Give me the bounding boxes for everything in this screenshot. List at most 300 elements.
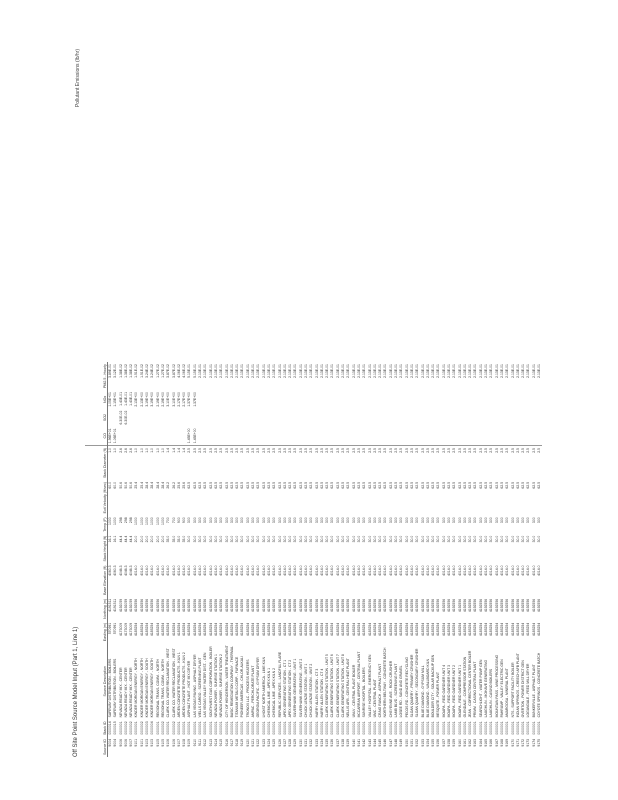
table-cell: 2.5 [425,448,430,453]
table-cell: 1.37E+00 [187,392,192,407]
table-cell: 0000001 [499,721,504,735]
table-cell: AMPAC - PERCHLORATE PLANT [251,665,256,718]
table-cell: 0000001 [330,721,335,735]
table-cell: 1.37E+00 [192,392,197,407]
table-cell: 0000001 [219,721,224,735]
table-cell: 1.45E+00 [193,426,198,445]
table-cell: 4192556 [251,598,256,613]
table-cell: 4192556 [521,598,526,613]
table-cell: 4192556 [198,598,203,613]
table-cell: 0000015 [113,721,118,735]
table-cell: 30.0 [346,535,351,543]
table-cell: 300 [203,517,208,524]
table-cell: 4192556 [171,598,176,613]
table-cell: 20.0 [155,535,160,543]
table-cell: 300 [367,517,372,524]
table-cell: 62.5 [346,482,351,489]
table-cell: 2.5 [505,448,510,453]
table-cell: 300 [351,517,356,524]
table-cell: 4185254 [208,622,213,637]
table-cell: 4185254 [224,622,229,637]
table-cell: 9151 [409,739,414,747]
table-cell: 9111 [198,739,203,747]
table-cell: 4192556 [176,598,181,613]
table-cell: 0000001 [266,721,271,735]
table-cell: 1.0 [134,448,139,453]
table-cell: 4185254 [526,622,531,637]
table-cell: 4185254 [447,622,451,637]
table-cell: 0000001 [367,721,372,735]
table-cell: 4185254 [229,622,234,637]
table-cell: 4014.0 [139,565,144,576]
table-cell: 9148 [394,739,399,747]
table-cell: 4192556 [462,598,467,613]
table-cell: 4192556 [145,598,150,613]
table-cell: 2.5 [346,448,351,453]
table-cell: 300 [526,517,531,524]
table-cell: 9166 [489,739,494,747]
table-cell: 30.0 [325,535,330,543]
table-cell: 9004 [108,739,112,747]
table-cell: 9133 [314,739,319,747]
table-cell: 4192556 [425,598,430,613]
table-cell: 0000001 [420,721,425,735]
table-cell: 0000001 [203,721,208,735]
table-cell: LAUGHLIN - CASINO BOILERS [489,668,494,718]
table-cell: 0000001 [457,721,462,735]
table-cell: 4192556 [309,598,314,613]
table-cell: 9172 [521,739,526,747]
table-cell: 9006 [118,739,123,747]
table-cell: 0000001 [224,721,229,735]
table-cell: 9161 [462,739,467,747]
table-cell: 9130 [298,739,303,747]
table-cell: 2.5 [325,448,330,453]
table-cell: 30.0 [515,535,520,543]
table-cell: 2.5 [245,448,250,453]
table-cell: BLUE DIAMOND - GYPSUM MILL [420,665,425,718]
column-header: Stack Diameter (ft) [85,446,108,480]
table-cell: 4014.0 [256,565,261,576]
table-cell: 4192556 [431,598,436,613]
table-cell: 298 [118,517,123,524]
table-cell: 2.13E-01 [319,364,324,378]
table-cell: 2.5 [282,448,287,453]
table-cell: 4192556 [155,598,160,613]
table-cell: 2.13E-01 [335,364,340,378]
table-cell: 20.0 [150,535,155,543]
table-cell: KINDER MORGAN ENERGY - NORTH [139,658,144,718]
table-cell: 0000001 [335,721,340,735]
table-cell: 4192556 [282,598,287,613]
table-cell: CHUCK LENZIE STATION - UNIT 2 [309,663,314,718]
table-cell: 4185254 [346,622,351,637]
table-cell: 30.0 [224,535,229,543]
table-cell: 300 [224,517,229,524]
table-cell: 0000001 [436,721,441,735]
table-cell: 30.0 [261,535,266,543]
table-cell: 0000001 [415,721,420,735]
table-cell: 4192556 [224,598,229,613]
table-cell: 30.0 [229,535,234,543]
table-cell: 2.13E-01 [325,364,330,378]
table-cell: 2.5 [468,448,473,453]
table-cell: 2.5 [335,448,340,453]
table-cell: 4185254 [362,622,367,637]
table-cell: 1.0 [145,448,150,453]
table-cell: 4185254 [213,622,218,637]
table-cell: 60.0 [108,482,112,489]
table-cell: 1.27E-02 [155,364,160,378]
table-cell: 2.5 [409,448,414,453]
table-cell: 1.0 [155,448,160,453]
table-cell: 2.13E-01 [415,364,420,378]
table-cell: 4.06E-02 [182,364,187,378]
table-cell: 4185254 [372,622,377,637]
table-cell: 4185254 [319,622,324,637]
table-cell: 0000001 [298,721,303,735]
table-body [108,362,543,757]
table-cell: 4014.0 [293,565,298,576]
table-cell: 0000001 [351,721,356,735]
table-cell: LAUGHLIN - MOHAVE GENERATING [484,659,489,718]
table-cell: 30.0 [499,535,504,543]
table-cell: 4014.0 [203,565,208,576]
table-cell: 300 [378,517,383,524]
table-cell: 0000001 [505,721,510,735]
table-cell: 0000001 [515,721,520,735]
table-cell: 2.5 [531,448,536,453]
table-cell: 2.13E-01 [510,364,515,378]
table-cell: PRIMM - CASINO CENTRAL PLANT [473,661,478,718]
table-cell: OVERTON - POWER DISTRICT GEN [521,660,526,718]
table-cell: 44.4 [129,535,134,543]
table-cell: 28.4 [145,482,150,489]
table-cell: 1.45E+00 [187,426,192,445]
table-cell: 300 [293,517,298,524]
table-cell: 1.4 [182,448,187,453]
table-cell: 44.4 [118,535,123,543]
table-cell: 4014.0 [441,565,446,576]
table-cell: 9163 [473,739,478,747]
table-cell: 30.0 [436,535,441,543]
table-cell: 9159 [452,739,457,747]
table-cell: 300 [462,517,467,524]
table-cell: 0000001 [510,721,515,735]
table-cell: 4014.0 [155,565,160,576]
table-cell: 300 [441,517,446,524]
table-cell: BASIC REMEDIATION COMPANY - THERMAL [229,646,234,718]
table-cell: 0000002 [123,721,128,735]
table-cell: 4014.0 [235,565,240,576]
table-cell: 4185254 [198,622,203,637]
table-cell: 4014.0 [372,565,377,576]
table-cell: 2.5 [314,448,319,453]
table-cell: 30.0 [399,535,404,543]
table-cell: 3.19E+00 [145,392,150,407]
table-cell: 62.5 [325,482,330,489]
table-cell: 62.5 [526,482,531,489]
table-cell: 9126 [277,739,282,747]
table-cell: 2.13E-01 [309,364,314,378]
table-cell: 4014.0 [330,565,335,576]
table-cell: LAS VEGAS PAVING - ASPHALT DRYER [192,654,197,718]
table-cell: 2.5 [330,448,335,453]
table-cell: 30.0 [219,535,224,543]
table-cell: 62.5 [303,482,308,489]
table-cell: 2.13E-01 [399,364,404,378]
table-cell: 2.13E-01 [494,364,499,378]
table-cell: 9101 [134,739,139,747]
table-cell: 2.5 [203,448,208,453]
table-cell: 4192556 [452,598,457,613]
table-cell: 62.5 [441,482,446,489]
table-cell: 300 [499,517,504,524]
table-cell: 2.5 [261,448,266,453]
table-cell: 9006 [123,739,128,747]
table-cell: 4185254 [314,622,319,637]
table-cell: 4014.0 [468,565,473,576]
table-cell: 9157 [441,739,446,747]
table-cell: 4014.0 [436,565,441,576]
table-cell: 30.0 [298,535,303,543]
table-cell: 2.6 [129,448,134,453]
table-cell: NEVADA POWER - SUNRISE STATION 1 [213,654,218,718]
table-cell: 4192556 [367,598,372,613]
table-cell: 0000001 [356,721,361,735]
table-cell: 0000001 [447,721,451,735]
table-cell: 4185254 [277,622,282,637]
table-cell: 3.10E+00 [166,392,171,407]
table-cell: 4185254 [351,622,356,637]
table-cell: 0000001 [346,721,351,735]
table-cell: 9116 [224,739,229,747]
table-cell: 62.5 [468,482,473,489]
table-cell: 300 [399,517,404,524]
table-cell: 4014.0 [489,565,494,576]
table-cell: SLOAN QUARRY - PRIMARY CRUSHER [409,654,414,718]
table-cell: SILVERHAWK GENERATING - UNIT 2 [298,658,303,718]
table-cell: 4014.0 [272,565,277,576]
table-cell: 4192556 [494,598,499,613]
table-cell: 50.6 [129,482,134,489]
table-cell: 62.5 [436,482,441,489]
table-cell: 1.51E-02 [134,364,139,378]
table-cell: 3.87E-02 [171,364,176,378]
table-cell: 0000001 [394,721,399,735]
table-cell: 4185254 [399,622,404,637]
table-cell: 4192556 [499,598,504,613]
table-cell: 30.0 [288,535,293,543]
table-cell: 2.13E-01 [351,364,356,378]
table-cell: 3.89E-01 [108,364,112,378]
table-cell: 2.5 [213,448,218,453]
table-cell: 9106 [166,739,171,747]
table-cell: NTS - SUPPORT FACILITY BOILER [510,662,515,718]
table-cell: 2.5 [293,448,298,453]
table-cell: 4185254 [160,622,165,637]
table-cell: 35.0 [176,535,181,543]
table-cell: 300 [356,517,361,524]
table-cell: 2.13E-01 [489,364,494,378]
table-cell: 4192059 [129,598,134,613]
table-cell: 0000004 [150,721,155,735]
table-cell: NEVADA READY MIX - CENTER [129,667,134,718]
table-cell: 4185254 [515,622,520,637]
table-cell: 16.1 [113,535,118,543]
table-cell: 4.06E-02 [176,364,181,378]
table-cell: CLARK CO. WATER RECLAMATION - WEST [171,648,176,718]
table-cell: 30.0 [208,535,213,543]
table-cell: 4185254 [537,622,542,637]
table-cell: 9169 [505,739,510,747]
table-cell: 4014.0 [298,565,303,576]
table-cell: 9154 [425,739,430,747]
table-cell: 4185254 [240,622,245,637]
table-cell: 2.5 [436,448,441,453]
table-cell: 2.13E-01 [261,364,266,378]
table-cell: 4192556 [515,598,520,613]
table-cell: 1.0 [139,448,144,453]
table-cell: 9107 [176,739,181,747]
table-cell: 4185254 [266,622,271,637]
table-cell: 2.13E-01 [420,364,425,378]
table-cell: 62.5 [489,482,494,489]
table-cell: 4185254 [404,622,409,637]
header-row [85,362,108,757]
source-input-table [85,362,542,757]
table-cell: 2.13E-01 [346,364,351,378]
table-cell: 4014.0 [134,565,139,576]
table-cell: 4192556 [415,598,420,613]
table-cell: 30.0 [478,535,483,543]
table-cell: 0000002 [160,721,165,735]
table-cell: 0000001 [468,721,473,735]
table-cell: 300 [478,517,483,524]
table-cell: 2.5 [187,448,192,453]
table-cell: 4192556 [240,598,245,613]
table-cell: 30.0 [356,535,361,543]
table-cell: 44.4 [123,535,128,543]
table-cell: 4192556 [314,598,319,613]
table-cell: 2.13E-01 [367,364,372,378]
table-cell: 4014.0 [425,565,430,576]
table-cell: 9140 [351,739,356,747]
table-cell: 25.4 [139,482,144,489]
table-cell: 300 [288,517,293,524]
table-cell: 4185254 [478,622,483,637]
table-cell: 4185254 [288,622,293,637]
table-cell: 4014.0 [160,565,165,576]
table-cell: 28.4 [160,482,165,489]
table-cell: 30.0 [330,535,335,543]
table-cell: 9131 [303,739,308,747]
table-cell: 300 [394,517,399,524]
table-cell: 28.4 [155,482,160,489]
table-cell: 4185254 [415,622,420,637]
table-cell: 62.5 [235,482,240,489]
table-cell: 0000001 [277,721,282,735]
table-cell: 2.5 [266,448,271,453]
table-cell: 3.87E-02 [166,364,171,378]
table-cell: 4185254 [176,622,181,637]
table-cell: 26.2 [171,482,176,489]
table-cell: 0000001 [282,721,287,735]
table-cell: 4185254 [272,622,277,637]
table-cell: 30.0 [415,535,420,543]
table-cell: 30.0 [235,535,240,543]
table-cell: 4192556 [298,598,303,613]
table-cell: 2.19E+00 [155,392,160,407]
table-cell: 0000001 [240,721,245,735]
table-cell: 2.5 [356,448,361,453]
table-cell: 1.27E-02 [160,364,165,378]
table-cell: 4014.0 [277,565,282,576]
table-cell: 4192556 [166,598,171,613]
table-cell: 30.0 [362,535,367,543]
table-cell: 4192059 [123,598,128,613]
table-cell: 62.5 [219,482,224,489]
table-cell: 9158 [447,739,451,747]
table-cell: 30.0 [256,535,261,543]
table-cell: 4185254 [499,622,504,637]
table-cell: 2.5 [399,448,404,453]
table-cell: ARDEN CONCRETE PRODUCTS - KILN 1 [176,652,181,718]
table-cell: 62.5 [240,482,245,489]
table-cell: 4014.0 [171,565,176,576]
table-cell: 4014.0 [229,565,234,576]
table-cell: NELLIS AFB - CENTRAL HEAT PLANT [346,658,351,718]
table-cell: 30.0 [192,535,197,543]
table-cell: 2.13E-01 [282,364,287,378]
table-cell: 4185254 [298,622,303,637]
table-cell: 30.0 [251,535,256,543]
table-cell: 4192556 [208,598,213,613]
table-cell: 2.13E+00 [134,392,139,407]
table-cell: 4060.3 [113,565,118,576]
table-cell: 2.13E-01 [208,364,213,378]
table-cell: 2.5 [309,448,314,453]
table-cell: 0000001 [303,721,308,735]
table-cell: 4185254 [134,622,139,637]
table-cell: 9153 [420,739,425,747]
table-cell: 0000001 [198,721,203,735]
table-cell: 2.5 [272,448,277,453]
table-cell: SAFEWAY DISTRIBUTION - BOILERS [113,658,118,718]
table-cell: 0000014 [108,721,112,735]
table-cell: 6.30E-02 [123,410,128,425]
table-cell: KINDER MORGAN ENERGY - SOUTH [150,658,155,718]
table-cell: 30.0 [388,535,393,543]
table-cell: 300 [415,517,420,524]
table-cell: 2.13E-01 [457,364,462,378]
table-cell: 570991 [108,622,112,635]
table-cell: 2.13E-01 [383,364,388,378]
table-cell [537,409,542,427]
table-cell: 35.0 [182,535,187,543]
table-cell: 30.0 [526,535,531,543]
table-cell: 2.5 [441,448,446,453]
table-cell: 4014.0 [515,565,520,576]
table-cell: 9137 [335,739,340,747]
column-header: Temp (F) [85,515,108,533]
table-cell: 3.19E+00 [150,392,155,407]
table-cell: 0000001 [166,721,171,735]
table-cell: 9156 [436,739,441,747]
table-cell: 0000001 [372,721,377,735]
table-cell: 9128 [288,739,293,747]
table-cell: 2.13E-01 [478,364,483,378]
